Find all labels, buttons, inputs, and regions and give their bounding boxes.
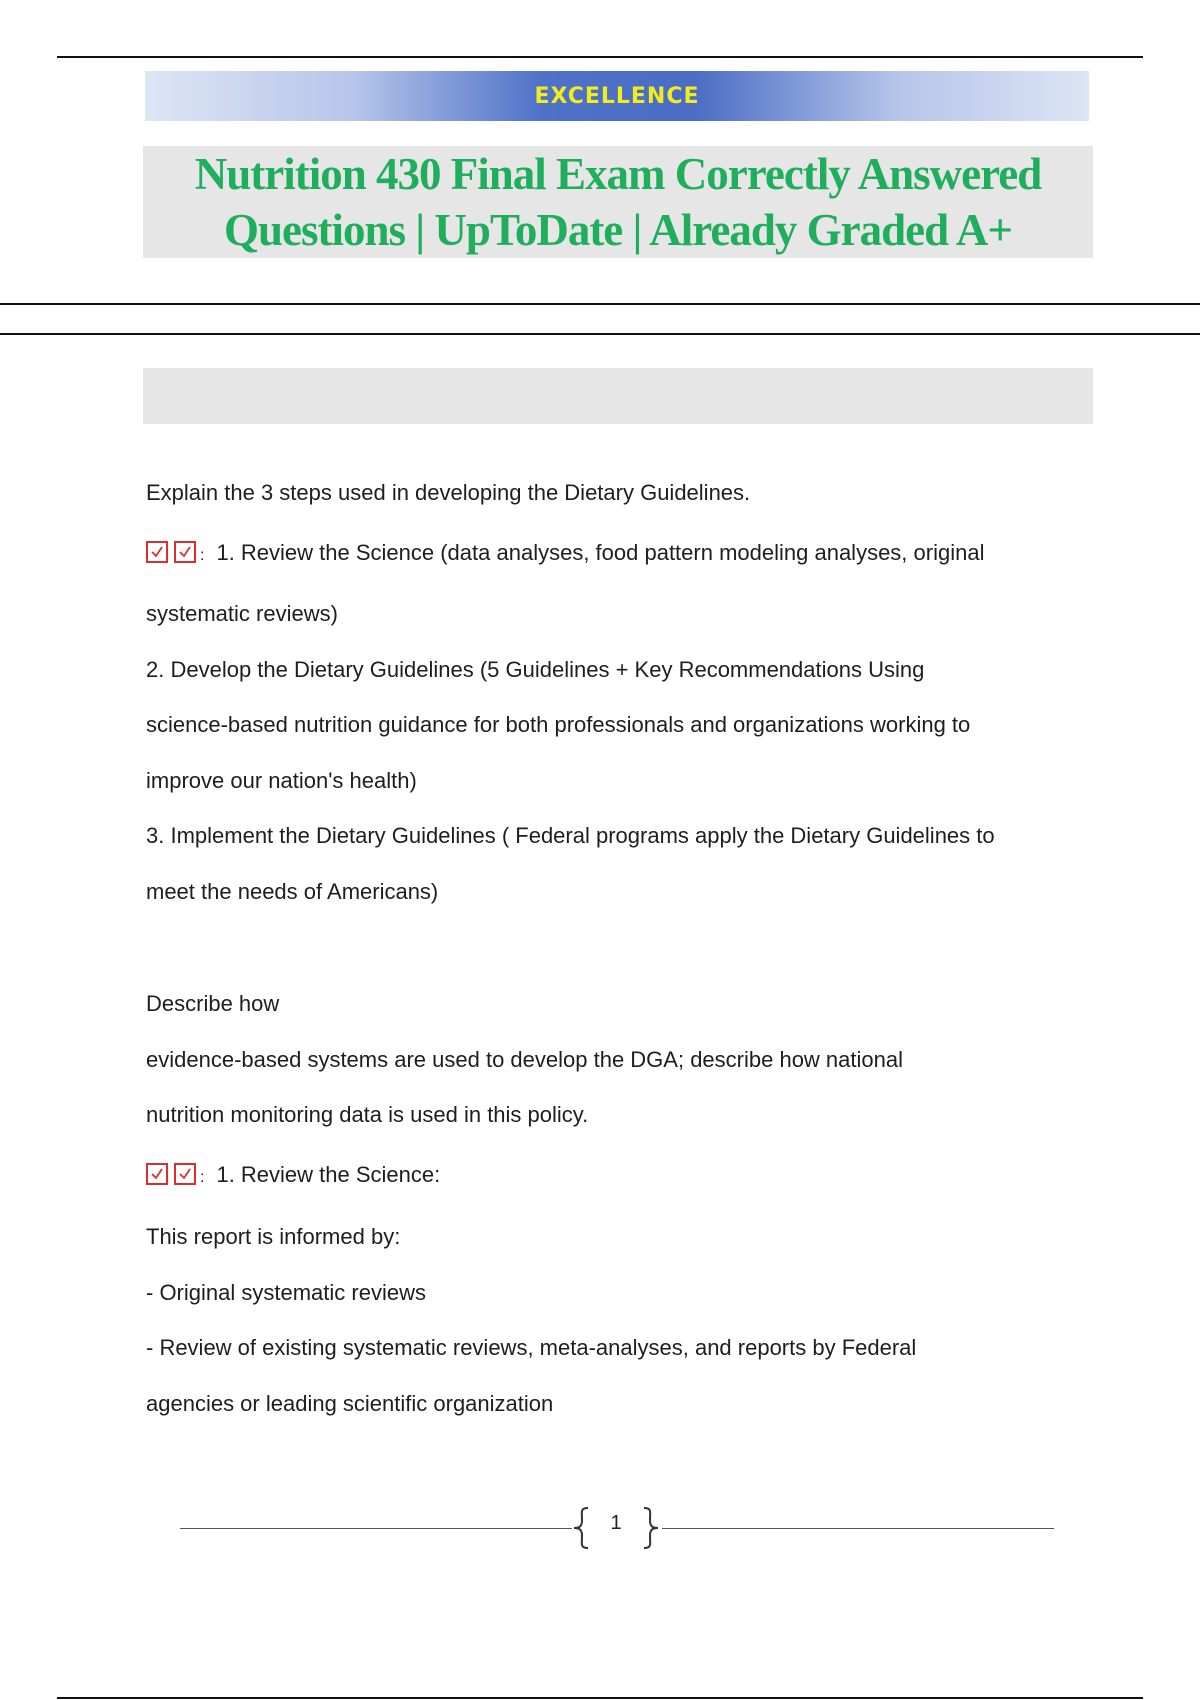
answer-2-markers: [146, 1163, 205, 1186]
banner-label: EXCELLENCE: [534, 83, 700, 109]
answer-1-line-5: 3. Implement the Dietary Guidelines ( Federal programs apply the Dietary Guidelines to: [146, 823, 995, 848]
answer-1-line-4: improve our nation's health): [146, 768, 417, 793]
question-2-line-1: Describe how: [146, 991, 280, 1016]
answer-2-line-3: - Review of existing systematic reviews, meta-analyses, and reports by Federal: [146, 1335, 917, 1360]
footer-line-left: [180, 1528, 572, 1529]
answer-2-line-2: - Original systematic reviews: [146, 1280, 426, 1305]
answer-1-line-3: science-based nutrition guidance for both professionals and organizations working to: [146, 712, 971, 737]
check-box-icon: [174, 1163, 196, 1185]
answer-2-line-4: agencies or leading scientific organization: [146, 1391, 554, 1416]
answer-2-line-1: This report is informed by:: [146, 1224, 401, 1249]
check-box-icon: [174, 541, 196, 563]
header-rule-2: [0, 333, 1200, 335]
page-footer: [180, 1500, 1054, 1556]
page-number: 1: [610, 1512, 622, 1534]
question-1-line-1: Explain the 3 steps used in developing the Dietary Guidelines.: [146, 480, 751, 505]
right-brace-icon: [640, 1500, 662, 1556]
answer-1-line-1: systematic reviews): [146, 601, 338, 626]
answer-separator: :: [200, 547, 205, 564]
document-title: [195, 146, 1042, 258]
answer-2-first-line: [146, 1162, 440, 1188]
bottom-rule: [57, 1697, 1143, 1699]
excellence-banner: [145, 71, 1089, 121]
document-title-box: [143, 146, 1093, 258]
answer-separator: :: [200, 1169, 205, 1186]
title-line-2: Questions | UpToDate | Already Graded A+: [223, 205, 1013, 255]
title-line-1: Nutrition 430 Final Exam Correctly Answered: [194, 149, 1042, 199]
answer-1-line-6: meet the needs of Americans): [146, 879, 439, 904]
question-2-line-2: evidence-based systems are used to develop the DGA; describe how national: [146, 1047, 903, 1072]
answer-1-text-line-0: 1. Review the Science (data analyses, food pattern modeling analyses, original: [216, 540, 985, 565]
check-box-icon: [146, 1163, 168, 1185]
answer-1-line-2: 2. Develop the Dietary Guidelines (5 Guidelines + Key Recommendations Using: [146, 657, 925, 682]
answer-2-text-line-0: 1. Review the Science:: [216, 1162, 441, 1187]
answer-1-markers: [146, 541, 205, 564]
top-rule: [57, 56, 1143, 58]
question-2-line-3: nutrition monitoring data is used in this policy.: [146, 1102, 589, 1127]
answer-1-first-line: [146, 540, 984, 566]
section-gray-bar: [143, 368, 1093, 424]
check-box-icon: [146, 541, 168, 563]
header-rule-1: [0, 303, 1200, 305]
footer-line-right: [662, 1528, 1054, 1529]
left-brace-icon: [570, 1500, 592, 1556]
